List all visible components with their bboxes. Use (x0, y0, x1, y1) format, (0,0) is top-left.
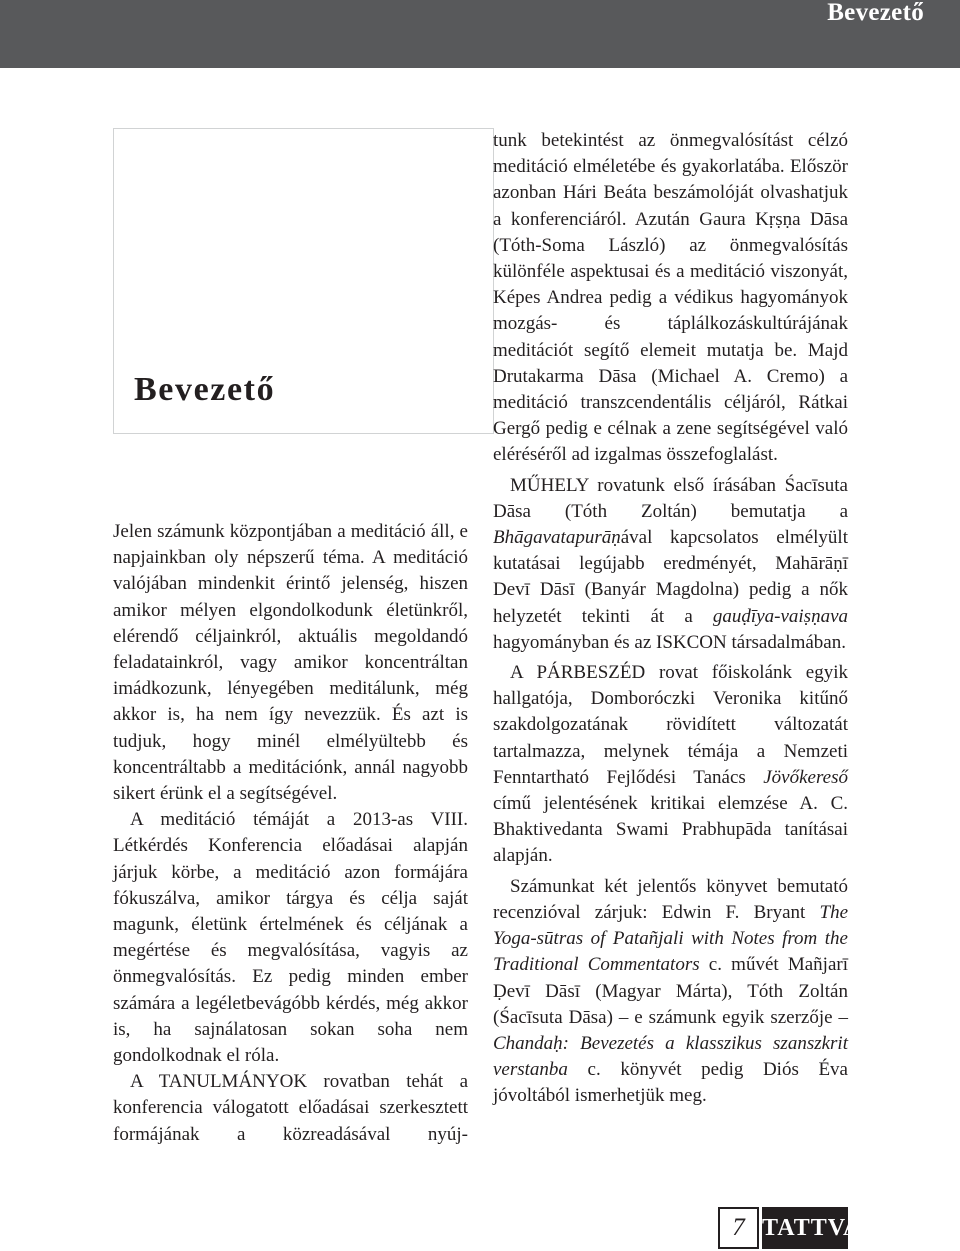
paragraph (493, 660, 848, 870)
text-run: A PÁRBESZÉD rovat főiskolánk egyik hallgatója, Domboróczki Veronika kitűnő szakdolgozatának rövidített változatát tartalmazza, melynek témája a Nemzeti Fenntartható Fejlődési Tanács (493, 662, 848, 788)
left-column (113, 519, 468, 1148)
paragraph (493, 473, 848, 656)
text-run-italic: gauḍīya-vaiṣṇava (712, 605, 848, 627)
paragraph: A TANULMÁNYOK rovatban tehát a konferencia válogatott előadásai szerkesztett formájának a közreadásával nyúj- (113, 1071, 468, 1145)
text-run: Számunkat két jelentős könyvet bemutató recenzióval zárjuk: Edwin F. Bryant (493, 875, 848, 923)
paragraph (493, 874, 848, 1110)
text-run: ával kapcsolatos elmélyült kutatásai legújabb eredményét, Mahārāṇī Devī Dāsī (Banyár Magdolna) pedig a nők helyzetét tekinti át a (493, 527, 848, 627)
text-run: c. könyvét pedig Diós Éva jóvoltából ismerhetjük meg. (493, 1059, 848, 1107)
paragraph: A meditáció témáját a 2013-as VIII. Létkérdés Konferencia előadásai alapján járjuk körbe, a meditáció azon formájára fókuszálva, amikor tárgya és célja saját magunk, életünk értelmének és céljának a megértése és megvalósítása, vagyis az önmegvalósítás. Ez pedig minden ember számára a legéletbevágóbb kérdés, még akkor is, ha sajnálatosan sokan soha nem gondolkodnak el róla. (113, 809, 468, 1067)
article-title: Bevezető (134, 371, 276, 408)
header-bar (0, 0, 960, 68)
paragraph: Jelen számunk központjában a meditáció áll, e napjainkban oly népszerű téma. A meditáció valójában mindenkit érintő jelenség, hiszen amikor mélyen elgondolkodunk életünkről, elérendő céljainkról, aktuális megoldandó feladatainkról, vagy amikor koncentráltan imádkozunk, lényegében meditálunk, még akkor is, ha nem így nevezzük. És azt is tudjuk, hogy minél elmélyültebb és koncentráltabb a meditációnk, annál nagyobb sikert érünk el a segítségével. (113, 521, 468, 805)
page-number: 7 (718, 1207, 759, 1249)
text-run: című jelentésének kritikai elemzése A. C. Bhaktivedanta Swami Prabhupāda tanításai alapján. (493, 793, 848, 867)
text-run-italic: Jövőkereső (763, 766, 848, 788)
tattva-logo: TATTVA (762, 1207, 848, 1249)
running-head: Bevezető (827, 0, 924, 26)
text-run: MŰHELY rovatunk első írásában Śacīsuta Dāsa (Tóth Zoltán) bemutatja a (493, 474, 848, 522)
right-column (493, 128, 848, 1110)
text-run-italic: Chandaḥ: Bevezetés a klasszikus szanszkrit verstanba (493, 1032, 848, 1081)
text-run: hagyományban és az ISKCON társadalmában. (493, 631, 846, 653)
text-run-italic: The Yoga-sūtras of Patañjali with Notes from the Traditional Commentators (493, 901, 848, 976)
paragraph: tunk betekintést az önmegvalósítást célzó meditáció elméletébe és gyakorlatába. Először azonban Hári Beáta beszámolóját olvashatjuk a konferenciáról. Azután Gaura Kṛṣṇa Dāsa (Tóth-Soma László) az önmegvalósítás különféle aspektusai és a meditáció viszonyát, Képes Andrea pedig a védikus hagyományok mozgás- és táplálkozáskultúrájának meditációt segítő elemeit mutatja be. Majd Drutakarma Dāsa (Michael A. Cremo) a meditáció transzcendentális céljáról, Rátkai Gergő pedig e célnak a zene segítségével való eléréséről ad izgalmas összefoglalást. (493, 130, 848, 466)
text-run: c. művét Mañjarī Ḍevī Dāsī (Magyar Márta), Tóth Zoltán (Śacīsuta Dāsa) – e számunk egyik szerzője – (493, 954, 848, 1028)
text-run-italic: Bhāgavatapurāṇ (493, 527, 621, 549)
